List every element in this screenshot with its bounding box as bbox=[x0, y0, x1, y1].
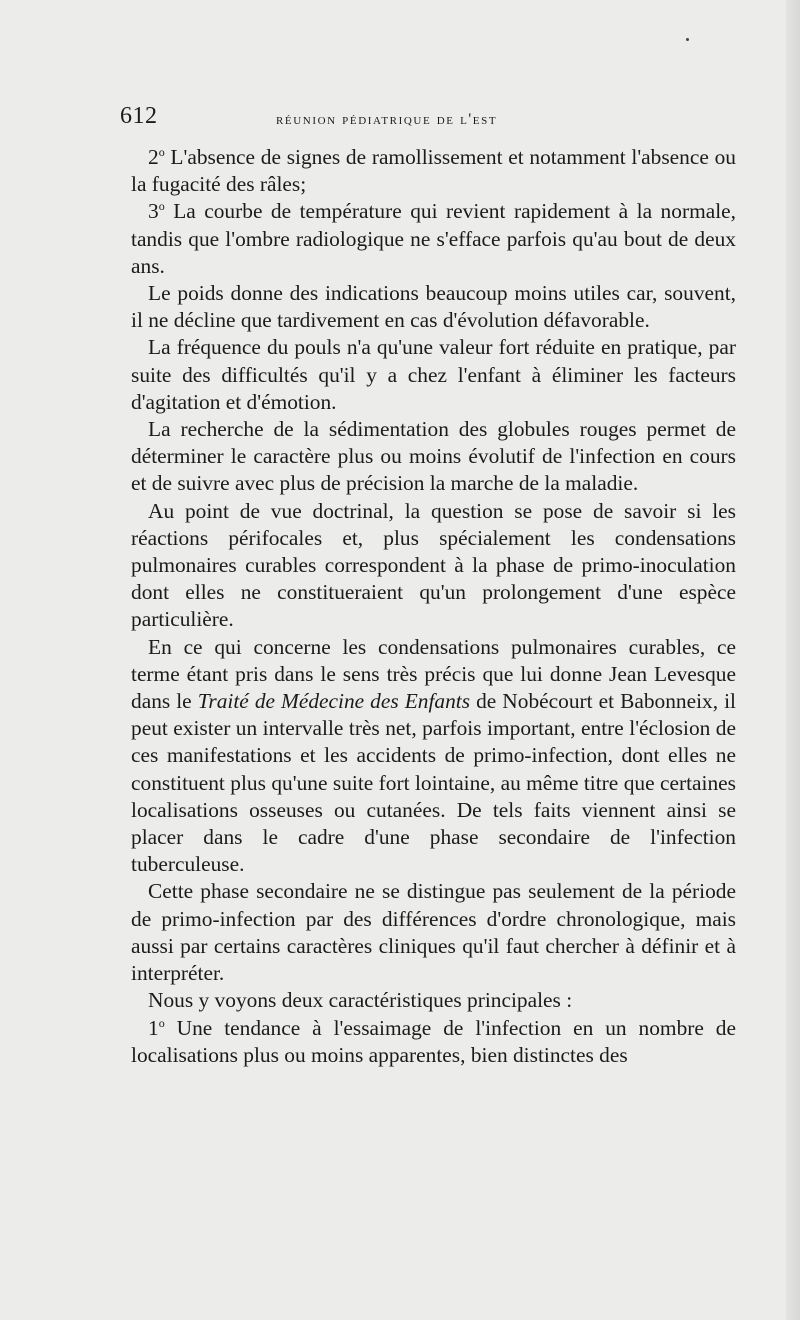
paragraph: La recherche de la sédimentation des globules rouges permet de déterminer le caractère plus ou moins évolutif de l'infection en cours et de suivre avec plus de précision la marche de la maladie. bbox=[131, 417, 736, 496]
book-title: Traité de Médecine des Enfants bbox=[197, 689, 471, 714]
paragraph: 2$^o$ L'absence de signes de ramollissement et notamment l'absence ou la fugacité des râles; bbox=[131, 145, 736, 197]
paragraph: En ce qui concerne les condensations pulmonaires curables, ce terme étant pris dans le sens très précis que lui donne Jean Levesque dans le Traité de Médecine des Enfants de Nobécourt et Babonneix, il peut exister un intervalle très net, parfois important, entre l'éclosion de ces manifestations et les accidents de primo-infection, dont elles ne constituent plus qu'une suite fort lointaine, au même titre que certaines localisations osseuses ou cutanées. De tels faits viennent ainsi se placer dans le cadre d'une phase secondaire de l'infection tuberculeuse. bbox=[131, 634, 736, 877]
paragraph: 1$^o$ Une tendance à l'essaimage de l'infection en un nombre de localisations plus ou moins apparentes, bien distinctes des bbox=[131, 1015, 736, 1067]
paragraph: Nous y voyons deux caractéristiques principales : bbox=[148, 988, 573, 1013]
paragraph: Le poids donne des indications beaucoup moins utiles car, souvent, il ne décline que tardivement en cas d'évolution défavorable. bbox=[131, 281, 736, 333]
body-text bbox=[131, 144, 736, 1069]
paragraph: 3$^o$ La courbe de température qui revient rapidement à la normale, tandis que l'ombre radiologique ne s'efface parfois qu'au bout de deux ans. bbox=[131, 199, 736, 278]
page-number: 612 bbox=[120, 103, 158, 129]
page-header bbox=[120, 103, 732, 133]
paragraph: La fréquence du pouls n'a qu'une valeur fort réduite en pratique, par suite des difficultés qu'il y a chez l'enfant à éliminer les facteurs d'agitation et d'émotion. bbox=[131, 335, 736, 414]
running-title: réunion pédiatrique de l'est bbox=[276, 111, 498, 128]
paragraph: Cette phase secondaire ne se distingue pas seulement de la période de primo-infection par des différences d'ordre chronologique, mais aussi par certains caractères cliniques qu'il faut chercher à définir et à interpréter. bbox=[131, 879, 736, 986]
page-edge bbox=[786, 0, 800, 1320]
paragraph: Au point de vue doctrinal, la question se pose de savoir si les réactions périfocales et, plus spécialement les condensations pulmonaires curables correspondent à la phase de primo-inoculation dont elles ne constitueraient qu'un prolongement d'une espèce particulière. bbox=[131, 498, 736, 632]
ink-speck bbox=[686, 38, 689, 41]
